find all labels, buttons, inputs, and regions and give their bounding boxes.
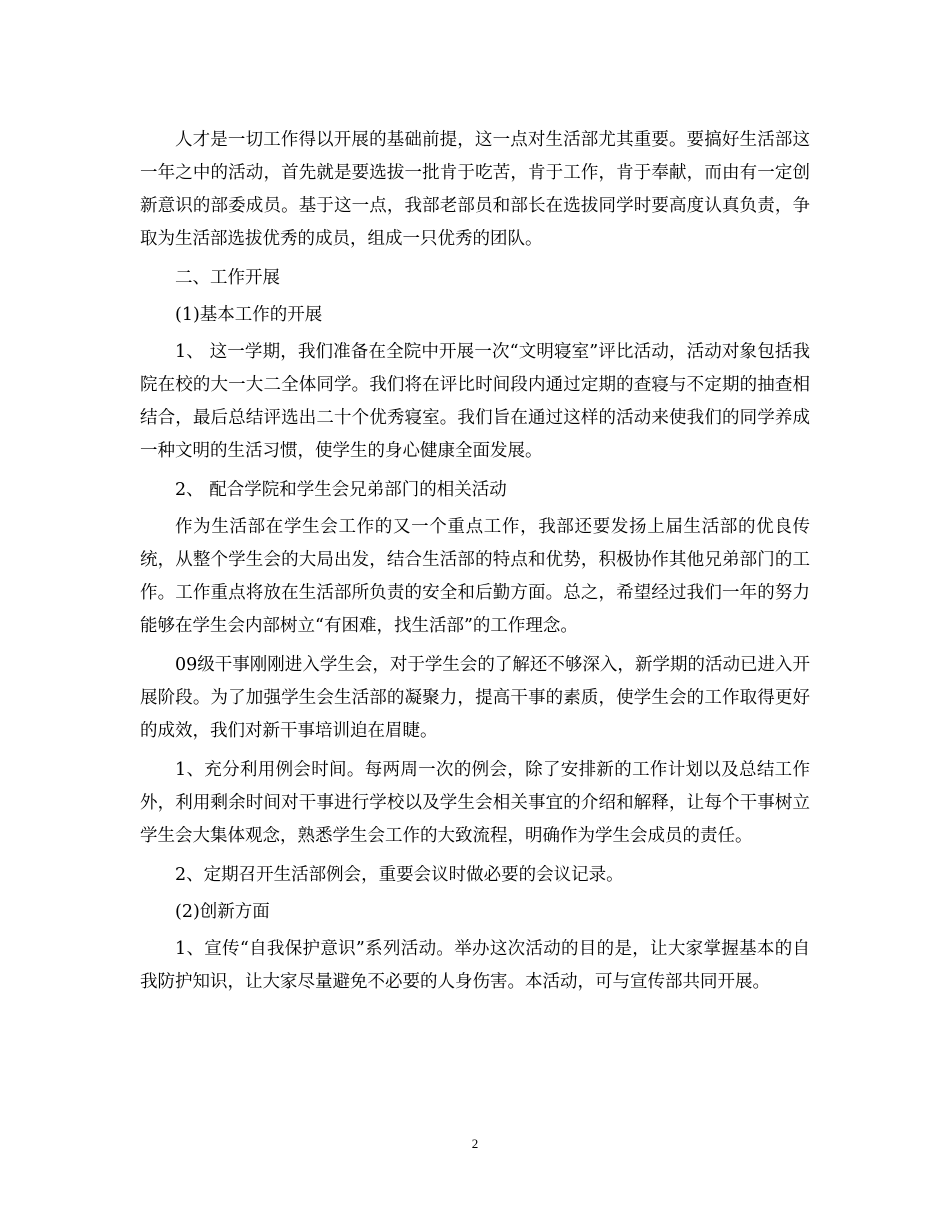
paragraph-regular-meeting: 2、定期召开生活部例会，重要会议时做必要的会议记录。 xyxy=(175,865,624,885)
subheading-basic-work: (1)基本工作的开展 xyxy=(175,305,323,325)
item-cooperation: 2、 配合学院和学生会兄弟部门的相关活动 xyxy=(175,480,507,500)
paragraph-self-protection: 1、宣传“自我保护意识”系列活动。举办这次活动的目的是，让大家掌握基本的自我防护知识，让大家尽量避免不必要的人身伤害。本活动，可与宣传部共同开展。 xyxy=(140,939,810,992)
paragraph-new-staff: 09级干事刚刚进入学生会，对于学生会的了解还不够深入，新学期的活动已进入开展阶段。为了加强学生会生活部的凝聚力，提高干事的素质，使学生会的工作取得更好的成效，我们对新干事培训迫在眉睫。 xyxy=(140,655,810,741)
section-heading-work: 二、工作开展 xyxy=(175,268,280,288)
document-body xyxy=(140,124,810,1005)
paragraph-meeting-time: 1、充分利用例会时间。每两周一次的例会，除了安排新的工作计划以及总结工作外，利用剩余时间对干事进行学校以及学生会相关事宜的介绍和解释，让每个干事树立学生会大集体观念，熟悉学生会工作的大致流程，明确作为学生会成员的责任。 xyxy=(140,760,810,846)
page-number: 2 xyxy=(471,1136,479,1151)
paragraph-dorm-contest: 1、 这一学期，我们准备在全院中开展一次“文明寝室”评比活动，活动对象包括我院在校的大一大二全体同学。我们将在评比时间段内通过定期的查寝与不定期的抽查相结合，最后总结评选出二十个优秀寝室。我们旨在通过这样的活动来使我们的同学养成一种文明的生活习惯，使学生的身心健康全面发展。 xyxy=(140,342,810,461)
paragraph-cooperation: 作为生活部在学生会工作的又一个重点工作，我部还要发扬上届生活部的优良传统，从整个学生会的大局出发，结合生活部的特点和优势，积极协作其他兄弟部门的工作。工作重点将放在生活部所负责的安全和后勤方面。总之，希望经过我们一年的努力能够在学生会内部树立“有困难，找生活部”的工作理念。 xyxy=(140,517,810,636)
subheading-innovation: (2)创新方面 xyxy=(175,902,270,922)
paragraph-talent: 人才是一切工作得以开展的基础前提，这一点对生活部尤其重要。要搞好生活部这一年之中的活动，首先就是要选拔一批肯于吃苦，肯于工作，肯于奉献，而由有一定创新意识的部委成员。基于这一点，我部老部员和部长在选拔同学时要高度认真负责，争取为生活部选拔优秀的成员，组成一只优秀的团队。 xyxy=(140,130,810,249)
